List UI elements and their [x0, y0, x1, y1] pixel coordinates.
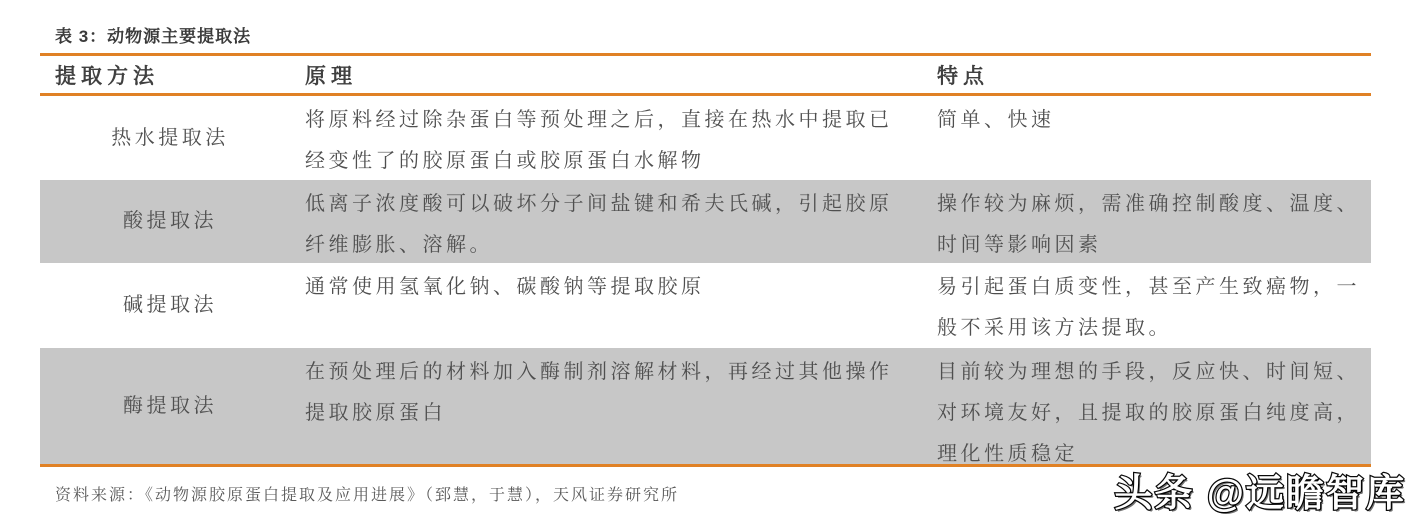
feature-text: 操作较为麻烦，需准确控制酸度、温度、时间等影响因素: [937, 193, 1360, 256]
method-cell: 热水提取法: [111, 126, 229, 149]
principle-text: 低离子浓度酸可以破坏分子间盐键和希夫氏碱，引起胶原纤维膨胀、溶解。: [305, 193, 893, 256]
feature-cell: [935, 180, 1371, 263]
principle-cell: [300, 180, 935, 263]
principle-text: 通常使用氢氧化钠、碳酸钠等提取胶原: [305, 276, 705, 298]
source-note: 资料来源：《动物源胶原蛋白提取及应用进展》（郅慧，于慧），天风证券研究所: [55, 487, 680, 504]
header-principle: 原理: [305, 64, 357, 88]
watermark-toutiao: 头条 @远瞻智库: [1114, 473, 1406, 515]
method-cell: 酶提取法: [123, 394, 217, 417]
principle-cell: [300, 263, 935, 348]
principle-cell: [300, 348, 935, 464]
method-cell: 酸提取法: [123, 210, 217, 232]
feature-text: 目前较为理想的手段，反应快、时间短、对环境友好，且提取的胶原蛋白纯度高，理化性质稳定: [937, 361, 1360, 465]
feature-text: 简单、快速: [937, 109, 1055, 131]
principle-text: 将原料经过除杂蛋白等预处理之后，直接在热水中提取已经变性了的胶原蛋白或胶原蛋白水解物: [305, 109, 893, 172]
header-method: 提取方法: [55, 64, 159, 88]
table-row: [40, 180, 1371, 263]
table-row: [40, 348, 1371, 464]
principle-text: 在预处理后的材料加入酶制剂溶解材料，再经过其他操作提取胶原蛋白: [305, 361, 893, 424]
table-row: [40, 263, 1371, 348]
header-feature: 特点: [937, 64, 989, 88]
table-row: [40, 96, 1371, 180]
feature-cell: [935, 348, 1371, 464]
feature-cell: [935, 263, 1371, 348]
principle-cell: [300, 96, 935, 180]
table-title: 表 3：动物源主要提取法: [55, 27, 252, 46]
feature-text: 易引起蛋白质变性，甚至产生致癌物，一般不采用该方法提取。: [937, 276, 1360, 339]
table-header-row: [40, 56, 1371, 96]
feature-cell: [935, 96, 1371, 180]
extraction-methods-table: [40, 53, 1371, 467]
method-cell: 碱提取法: [123, 294, 217, 316]
